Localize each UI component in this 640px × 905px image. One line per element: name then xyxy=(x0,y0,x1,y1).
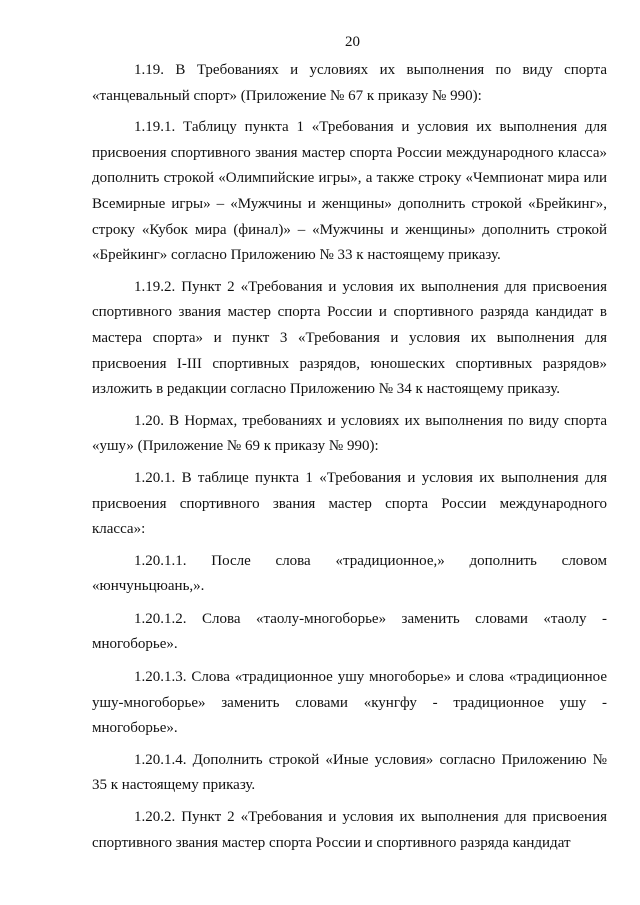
paragraph-1-20-1-3: 1.20.1.3. Слова «традиционное ушу многоборье» и слова «традиционное ушу-многоборье» заменить словами «кунгфу - традиционное ушу - многоборье». xyxy=(92,669,607,737)
page-number: 20 xyxy=(345,34,360,50)
paragraph-1-19: 1.19. В Требованиях и условиях их выполнения по виду спорта «танцевальный спорт» (Приложение № 67 к приказу № 990): xyxy=(92,62,607,104)
paragraph-1-20-1-1: 1.20.1.1. После слова «традиционное,» дополнить словом «юнчуньцюань,». xyxy=(92,552,607,595)
paragraph-1-20: 1.20. В Нормах, требованиях и условиях их выполнения по виду спорта «ушу» (Приложение № 69 к приказу № 990): xyxy=(92,412,607,455)
paragraph-1-20-1-2: 1.20.1.2. Слова «таолу-многоборье» заменить словами «таолу - многоборье». xyxy=(92,610,607,653)
paragraph-1-20-1-4: 1.20.1.4. Дополнить строкой «Иные условия» согласно Приложению № 35 к настоящему приказу. xyxy=(92,751,607,794)
paragraph-1-19-2: 1.19.2. Пункт 2 «Требования и условия их выполнения для присвоения спортивного звания мастер спорта России и спортивного разряда кандидат в мастера спорта» и пункт 3 «Требования и условия их выполнения для присвоения I-III спортивных разрядов, юношеских спортивных разрядов» изложить в редакции согласно Приложению № 34 к настоящему приказу. xyxy=(92,278,607,398)
paragraph-1-20-1: 1.20.1. В таблице пункта 1 «Требования и условия их выполнения для присвоения спортивного звания мастер спорта России международного класса»: xyxy=(92,469,607,538)
paragraph-1-19-1: 1.19.1. Таблицу пункта 1 «Требования и условия их выполнения для присвоения спортивного звания мастер спорта России международного класса» дополнить строкой «Олимпийские игры», а также строку «Чемпионат мира или Всемирные игры» – «Мужчины и женщины» дополнить строкой «Брейкинг», строку «Кубок мира (финал)» – «Мужчины и женщины» дополнить строкой «Брейкинг» согласно Приложению № 33 к настоящему приказу. xyxy=(92,119,607,264)
paragraph-1-20-2: 1.20.2. Пункт 2 «Требования и условия их выполнения для присвоения спортивного звания мастер спорта России и спортивного разряда кандидат xyxy=(92,809,607,851)
